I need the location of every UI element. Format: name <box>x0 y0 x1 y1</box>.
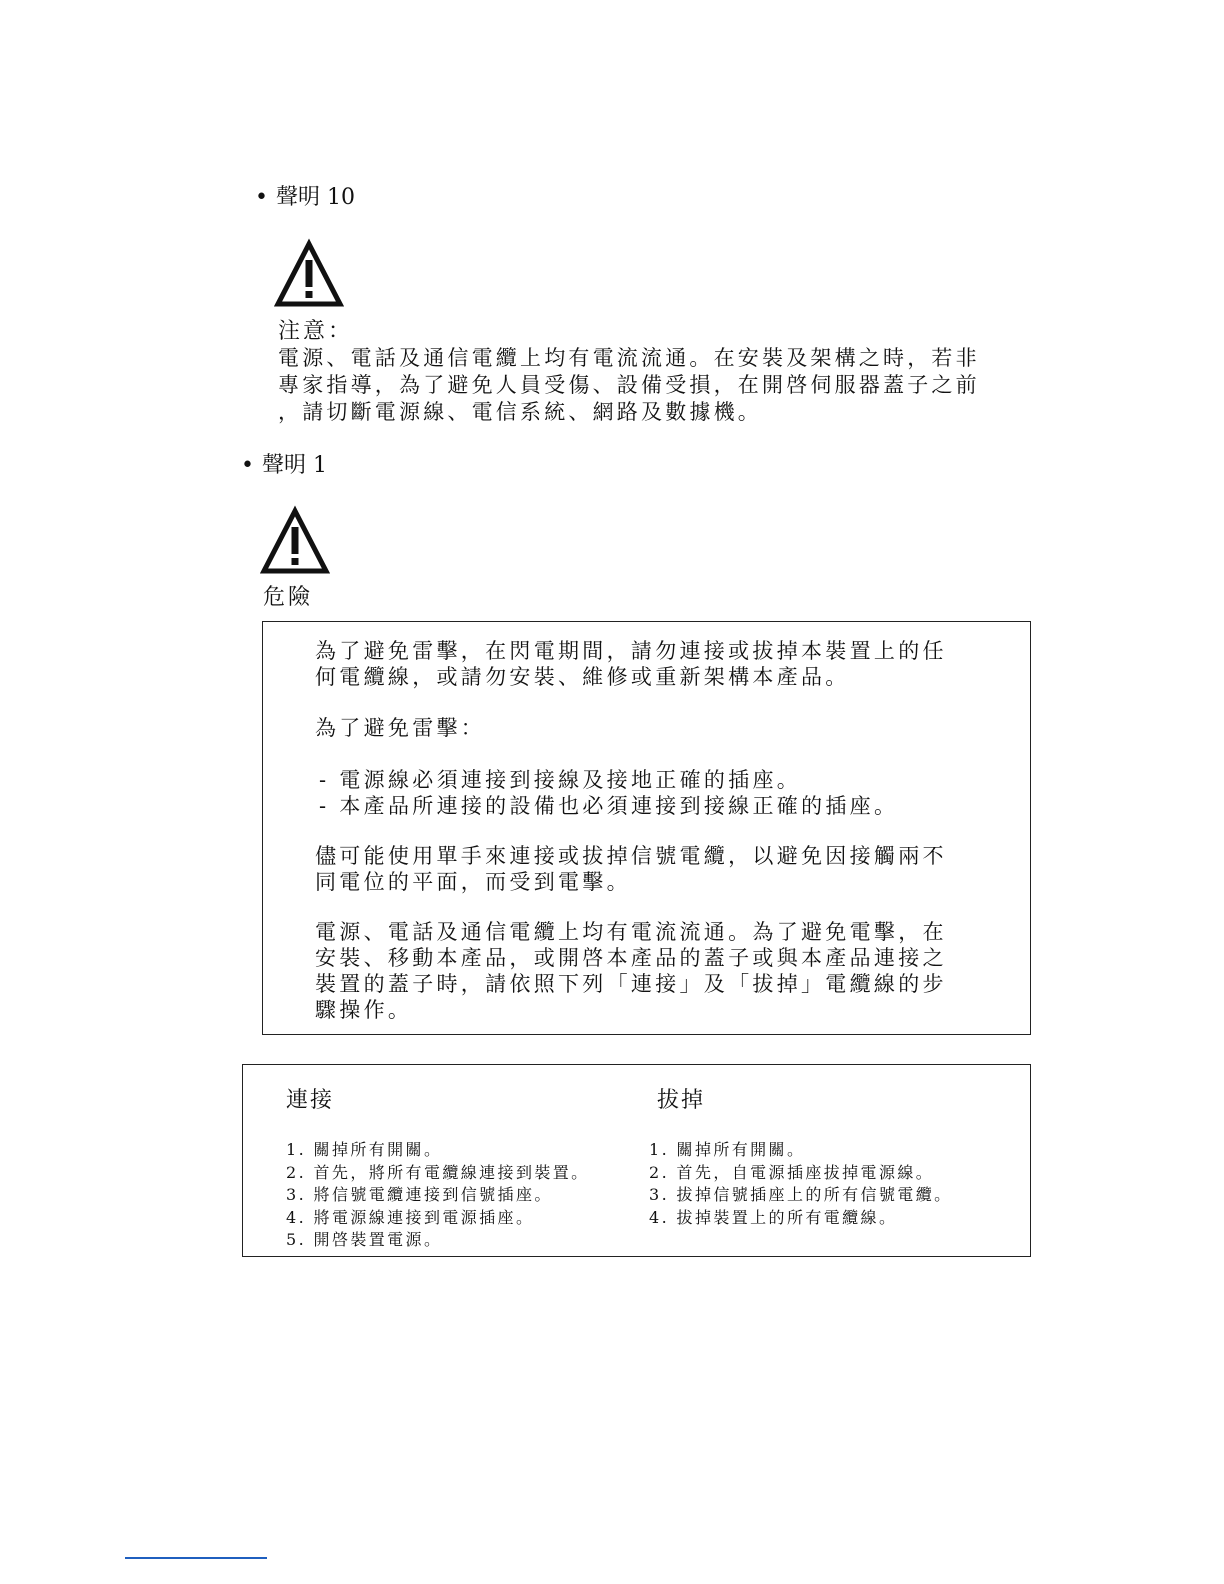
disconnect-title: 拔掉 <box>657 1088 706 1113</box>
danger-title: 危險 <box>263 585 314 610</box>
disconnect-steps <box>649 1139 1019 1229</box>
danger-paragraph: 為了避免雷擊： <box>315 716 486 740</box>
connect-title: 連接 <box>286 1088 335 1113</box>
danger-paragraph: 為了避免雷擊，在閃電期間，請勿連接或拔掉本裝置上的任 何電纜線，或請勿安裝、維修或重新架構本產品。 <box>315 639 947 689</box>
footer-rule <box>125 1557 267 1559</box>
statement-1-label: 聲明 1 <box>261 453 327 478</box>
caution-line: 電源、電話及通信電纜上均有電流流通。在安裝及架構之時，若非 <box>278 346 980 370</box>
disconnect-step: 4. 拔掉裝置上的所有電纜線。 <box>649 1207 898 1227</box>
connect-step: 5. 開啓裝置電源。 <box>286 1230 443 1249</box>
warning-triangle-icon <box>274 238 344 308</box>
connect-step: 2. 首先，將所有電纜線連接到裝置。 <box>286 1162 590 1182</box>
statement-1-heading <box>241 452 327 480</box>
danger-paragraph: 儘可能使用單手來連接或拔掉信號電纜，以避免因接觸兩不 同電位的平面，而受到電擊。 <box>315 844 947 894</box>
danger-paragraph: 電源、電話及通信電纜上均有電流流通。為了避免電擊，在 安裝、移動本產品，或開啓本產品的蓋子或與本產品連接之 裝置的蓋子時，請依照下列「連接」及「拔掉」電纜線的步 驟操作。 <box>315 920 947 1022</box>
disconnect-step: 1. 關掉所有開關。 <box>649 1140 806 1159</box>
caution-line: 專家指導，為了避免人員受傷、設備受損，在開啓伺服器蓋子之前 <box>278 373 980 397</box>
statement-10-heading <box>255 184 355 212</box>
connect-step: 4. 將電源線連接到電源插座。 <box>286 1207 535 1227</box>
connect-step: 3. 將信號電纜連接到信號插座。 <box>286 1185 553 1204</box>
caution-text <box>278 345 1038 426</box>
disconnect-column <box>649 1087 1019 1229</box>
connect-steps <box>286 1139 626 1252</box>
warning-triangle-icon <box>260 505 330 575</box>
statement-10-label: 聲明 10 <box>275 185 355 210</box>
bullet: • <box>255 185 268 210</box>
procedure-box <box>242 1064 1031 1257</box>
bullet: • <box>241 453 254 478</box>
connect-column <box>286 1087 626 1252</box>
disconnect-step: 3. 拔掉信號插座上的所有信號電纜。 <box>649 1185 953 1204</box>
caution-line: ，請切斷電源線、電信系統、網路及數據機。 <box>278 400 762 424</box>
connect-step: 1. 關掉所有開關。 <box>286 1140 443 1159</box>
caution-title: 注意： <box>278 319 354 344</box>
danger-box <box>262 621 1031 1035</box>
danger-list: - 電源線必須連接到接線及接地正確的插座。 - 本產品所連接的設備也必須連接到接線正確的插座。 <box>319 768 899 818</box>
disconnect-step: 2. 首先，自電源插座拔掉電源線。 <box>649 1162 935 1182</box>
